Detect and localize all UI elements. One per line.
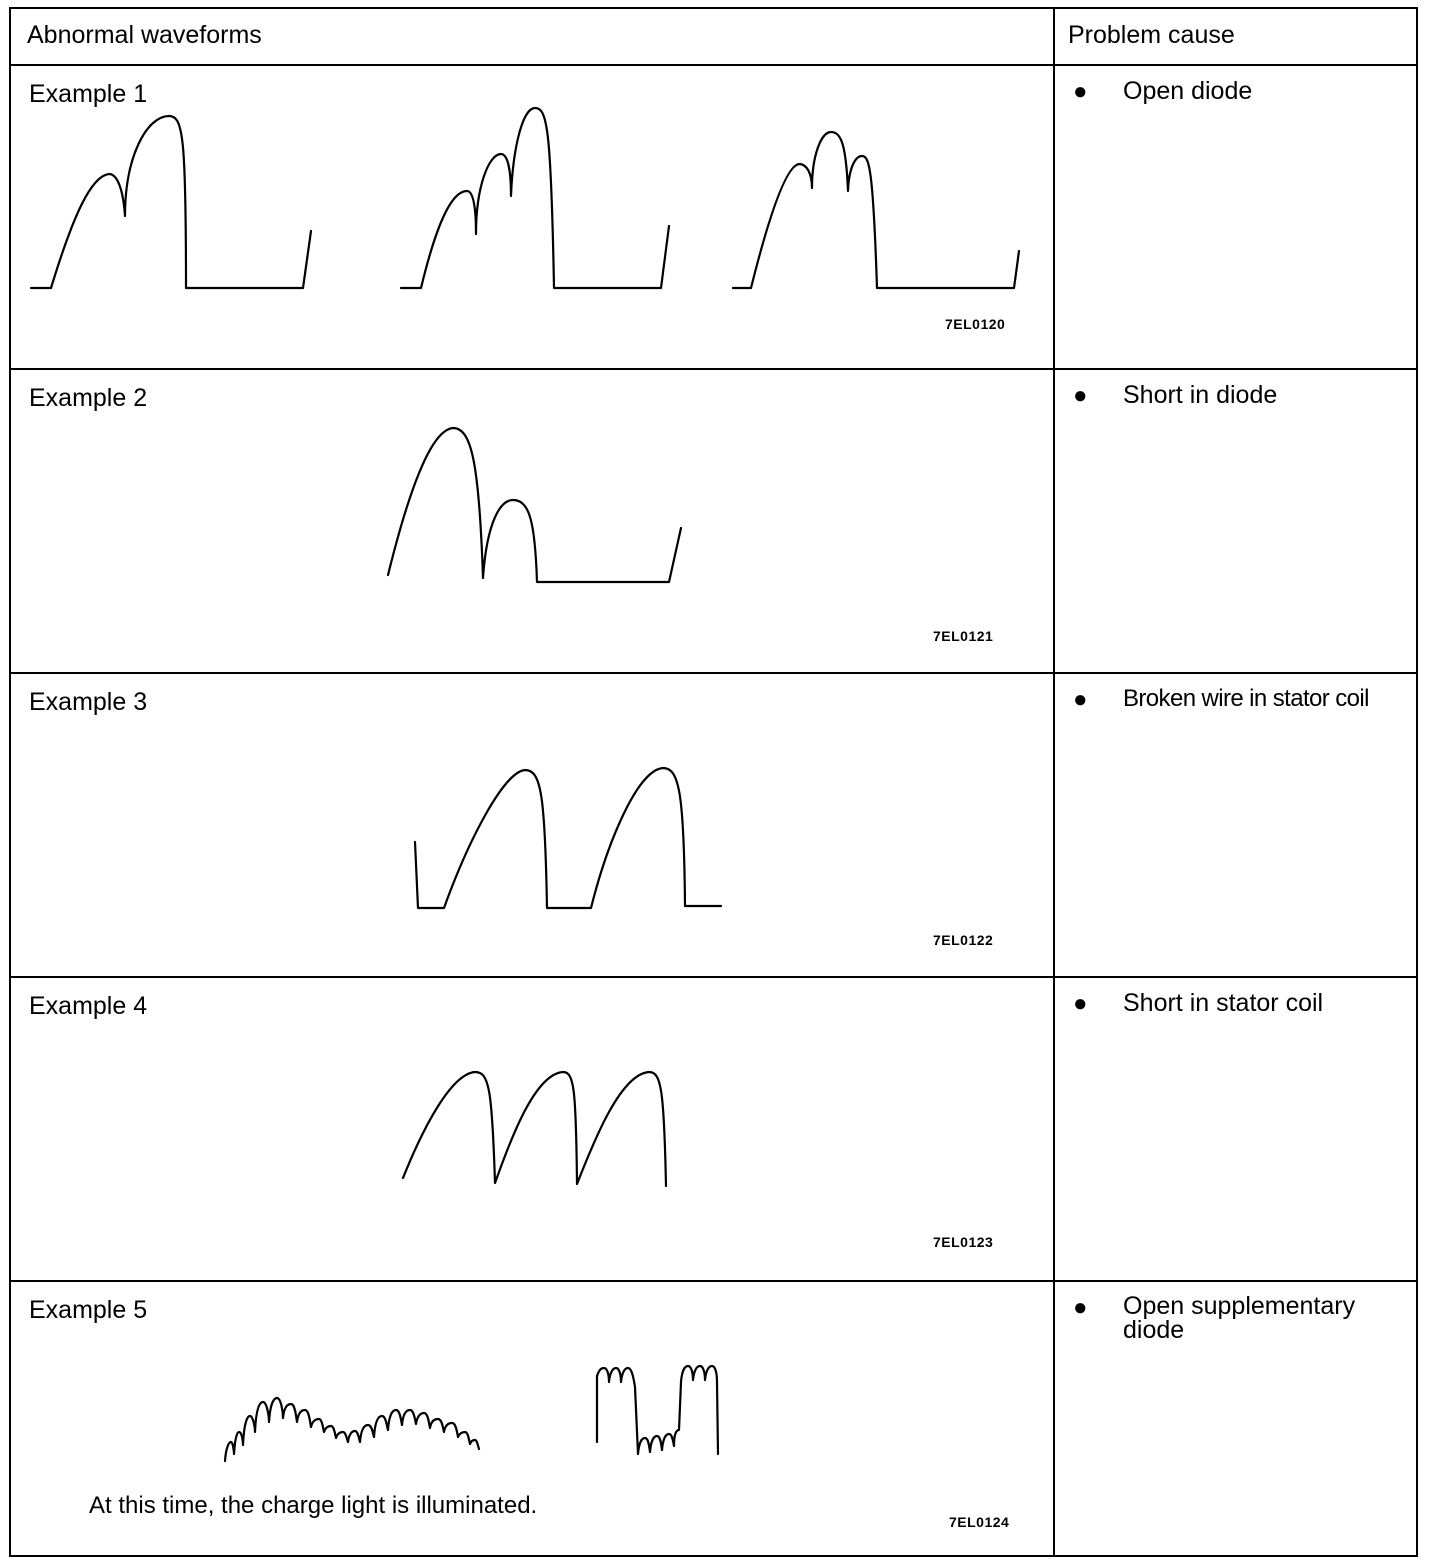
waveform-example-2 <box>11 370 1051 672</box>
bullet-icon: ● <box>1073 686 1088 713</box>
example-label: Example 4 <box>29 992 148 1020</box>
cause-text: Short in stator coil <box>1123 989 1324 1017</box>
table-row-example-4 <box>11 978 1416 1280</box>
bullet-icon: ● <box>1073 78 1088 105</box>
cause-text: Short in diode <box>1123 381 1278 409</box>
example-label: Example 3 <box>29 688 148 716</box>
figure-code: 7EL0121 <box>933 628 994 644</box>
example-label: Example 2 <box>29 384 148 412</box>
figure-code: 7EL0124 <box>949 1514 1010 1530</box>
table-row-example-5 <box>11 1282 1416 1555</box>
header-waveforms: Abnormal waveforms <box>27 21 262 49</box>
figure-code: 7EL0123 <box>933 1234 994 1250</box>
bullet-icon: ● <box>1073 990 1088 1017</box>
bullet-icon: ● <box>1073 1294 1088 1321</box>
waveform-example-3 <box>11 674 1051 976</box>
waveform-table <box>9 7 1418 1557</box>
table-row-example-2 <box>11 370 1416 672</box>
cause-text: Open diode <box>1123 77 1253 105</box>
example-label: Example 5 <box>29 1296 148 1324</box>
table-row-example-3 <box>11 674 1416 976</box>
figure-code: 7EL0122 <box>933 932 994 948</box>
waveform-example-4 <box>11 978 1051 1280</box>
cause-text: Open supplementary diode <box>1123 1292 1356 1344</box>
cause-text: Broken wire in stator coil <box>1123 685 1369 712</box>
header-problem-cause: Problem cause <box>1068 21 1235 49</box>
waveform-example-1 <box>11 66 1051 368</box>
bullet-icon: ● <box>1073 382 1088 409</box>
note-text: At this time, the charge light is illuminated. <box>89 1492 538 1519</box>
figure-code: 7EL0120 <box>945 316 1006 332</box>
example-label: Example 1 <box>29 80 148 108</box>
table-row-example-1 <box>11 66 1416 368</box>
